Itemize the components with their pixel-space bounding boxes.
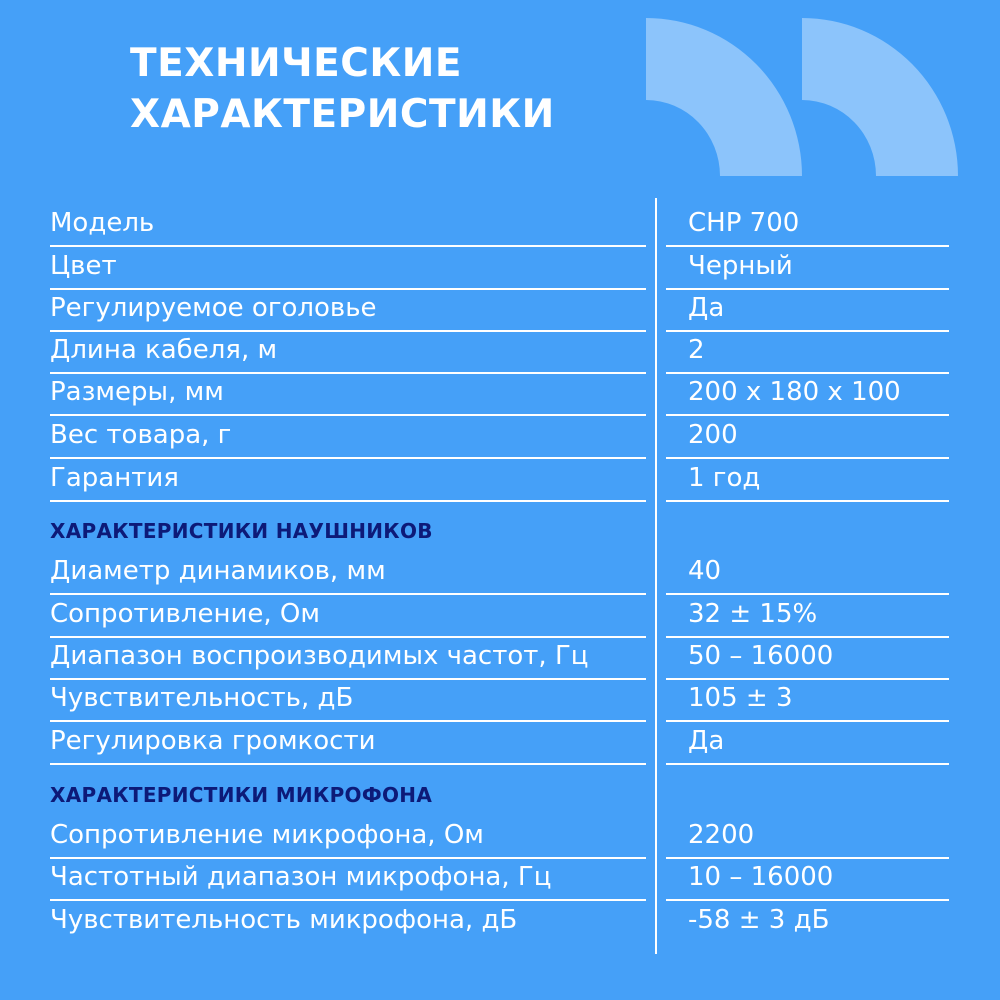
spec-row xyxy=(0,205,1000,247)
spec-row xyxy=(0,332,1000,374)
spec-value: -58 ± 3 дБ xyxy=(688,905,830,935)
section-heading-microphone: ХАРАКТЕРИСТИКИ МИКРОФОНА xyxy=(50,783,433,807)
spec-row xyxy=(0,460,1000,502)
page-title-line-1: ТЕХНИЧЕСКИЕ xyxy=(130,41,463,86)
spec-key: Чувствительность, дБ xyxy=(50,683,354,713)
spec-key: Цвет xyxy=(50,251,117,281)
row-divider xyxy=(50,899,646,901)
spec-row xyxy=(0,596,1000,638)
quote-mark-icon xyxy=(802,18,958,176)
spec-key: Регулируемое оголовье xyxy=(50,293,377,323)
spec-value: 2 xyxy=(688,335,705,365)
spec-key: Диапазон воспроизводимых частот, Гц xyxy=(50,641,589,671)
spec-key: Модель xyxy=(50,208,155,238)
spec-value: 200 x 180 x 100 xyxy=(688,377,901,407)
spec-value: 40 xyxy=(688,556,722,586)
spec-row xyxy=(0,374,1000,416)
row-divider xyxy=(666,414,949,416)
spec-row xyxy=(0,417,1000,459)
spec-value: 50 – 16000 xyxy=(688,641,834,671)
spec-key: Размеры, мм xyxy=(50,377,224,407)
spec-value: Да xyxy=(688,726,725,756)
spec-key: Частотный диапазон микрофона, Гц xyxy=(50,862,552,892)
spec-key: Гарантия xyxy=(50,463,179,493)
spec-key: Сопротивление микрофона, Ом xyxy=(50,820,484,850)
row-divider xyxy=(50,593,646,595)
spec-row xyxy=(0,859,1000,901)
row-divider xyxy=(50,245,646,247)
row-divider xyxy=(666,593,949,595)
spec-key: Регулировка громкости xyxy=(50,726,376,756)
row-divider xyxy=(666,245,949,247)
row-divider xyxy=(666,720,949,722)
spec-value: 200 xyxy=(688,420,738,450)
spec-row xyxy=(0,817,1000,859)
spec-row xyxy=(0,638,1000,680)
spec-row xyxy=(0,723,1000,765)
row-divider xyxy=(50,763,646,765)
spec-key: Длина кабеля, м xyxy=(50,335,278,365)
spec-key: Сопротивление, Ом xyxy=(50,599,320,629)
row-divider xyxy=(666,500,949,502)
spec-value: Черный xyxy=(688,251,793,281)
spec-key: Диаметр динамиков, мм xyxy=(50,556,386,586)
row-divider xyxy=(666,899,949,901)
spec-key: Вес товара, г xyxy=(50,420,232,450)
quote-mark-icon xyxy=(646,18,802,176)
spec-value: 2200 xyxy=(688,820,755,850)
spec-value: 105 ± 3 xyxy=(688,683,793,713)
spec-row xyxy=(0,902,1000,944)
row-divider xyxy=(666,457,949,459)
spec-row xyxy=(0,290,1000,332)
spec-row xyxy=(0,248,1000,290)
page-title-line-2: ХАРАКТЕРИСТИКИ xyxy=(130,92,555,137)
row-divider xyxy=(50,414,646,416)
spec-value: Да xyxy=(688,293,725,323)
row-divider xyxy=(50,500,646,502)
spec-value: 1 год xyxy=(688,463,761,493)
spec-key: Чувствительность микрофона, дБ xyxy=(50,905,518,935)
spec-value: 32 ± 15% xyxy=(688,599,818,629)
page-title xyxy=(130,38,555,140)
spec-row xyxy=(0,553,1000,595)
row-divider xyxy=(50,457,646,459)
spec-value: CHP 700 xyxy=(688,208,800,238)
row-divider xyxy=(666,763,949,765)
spec-value: 10 – 16000 xyxy=(688,862,834,892)
spec-row xyxy=(0,680,1000,722)
row-divider xyxy=(50,720,646,722)
section-heading-headphones: ХАРАКТЕРИСТИКИ НАУШНИКОВ xyxy=(50,519,433,543)
